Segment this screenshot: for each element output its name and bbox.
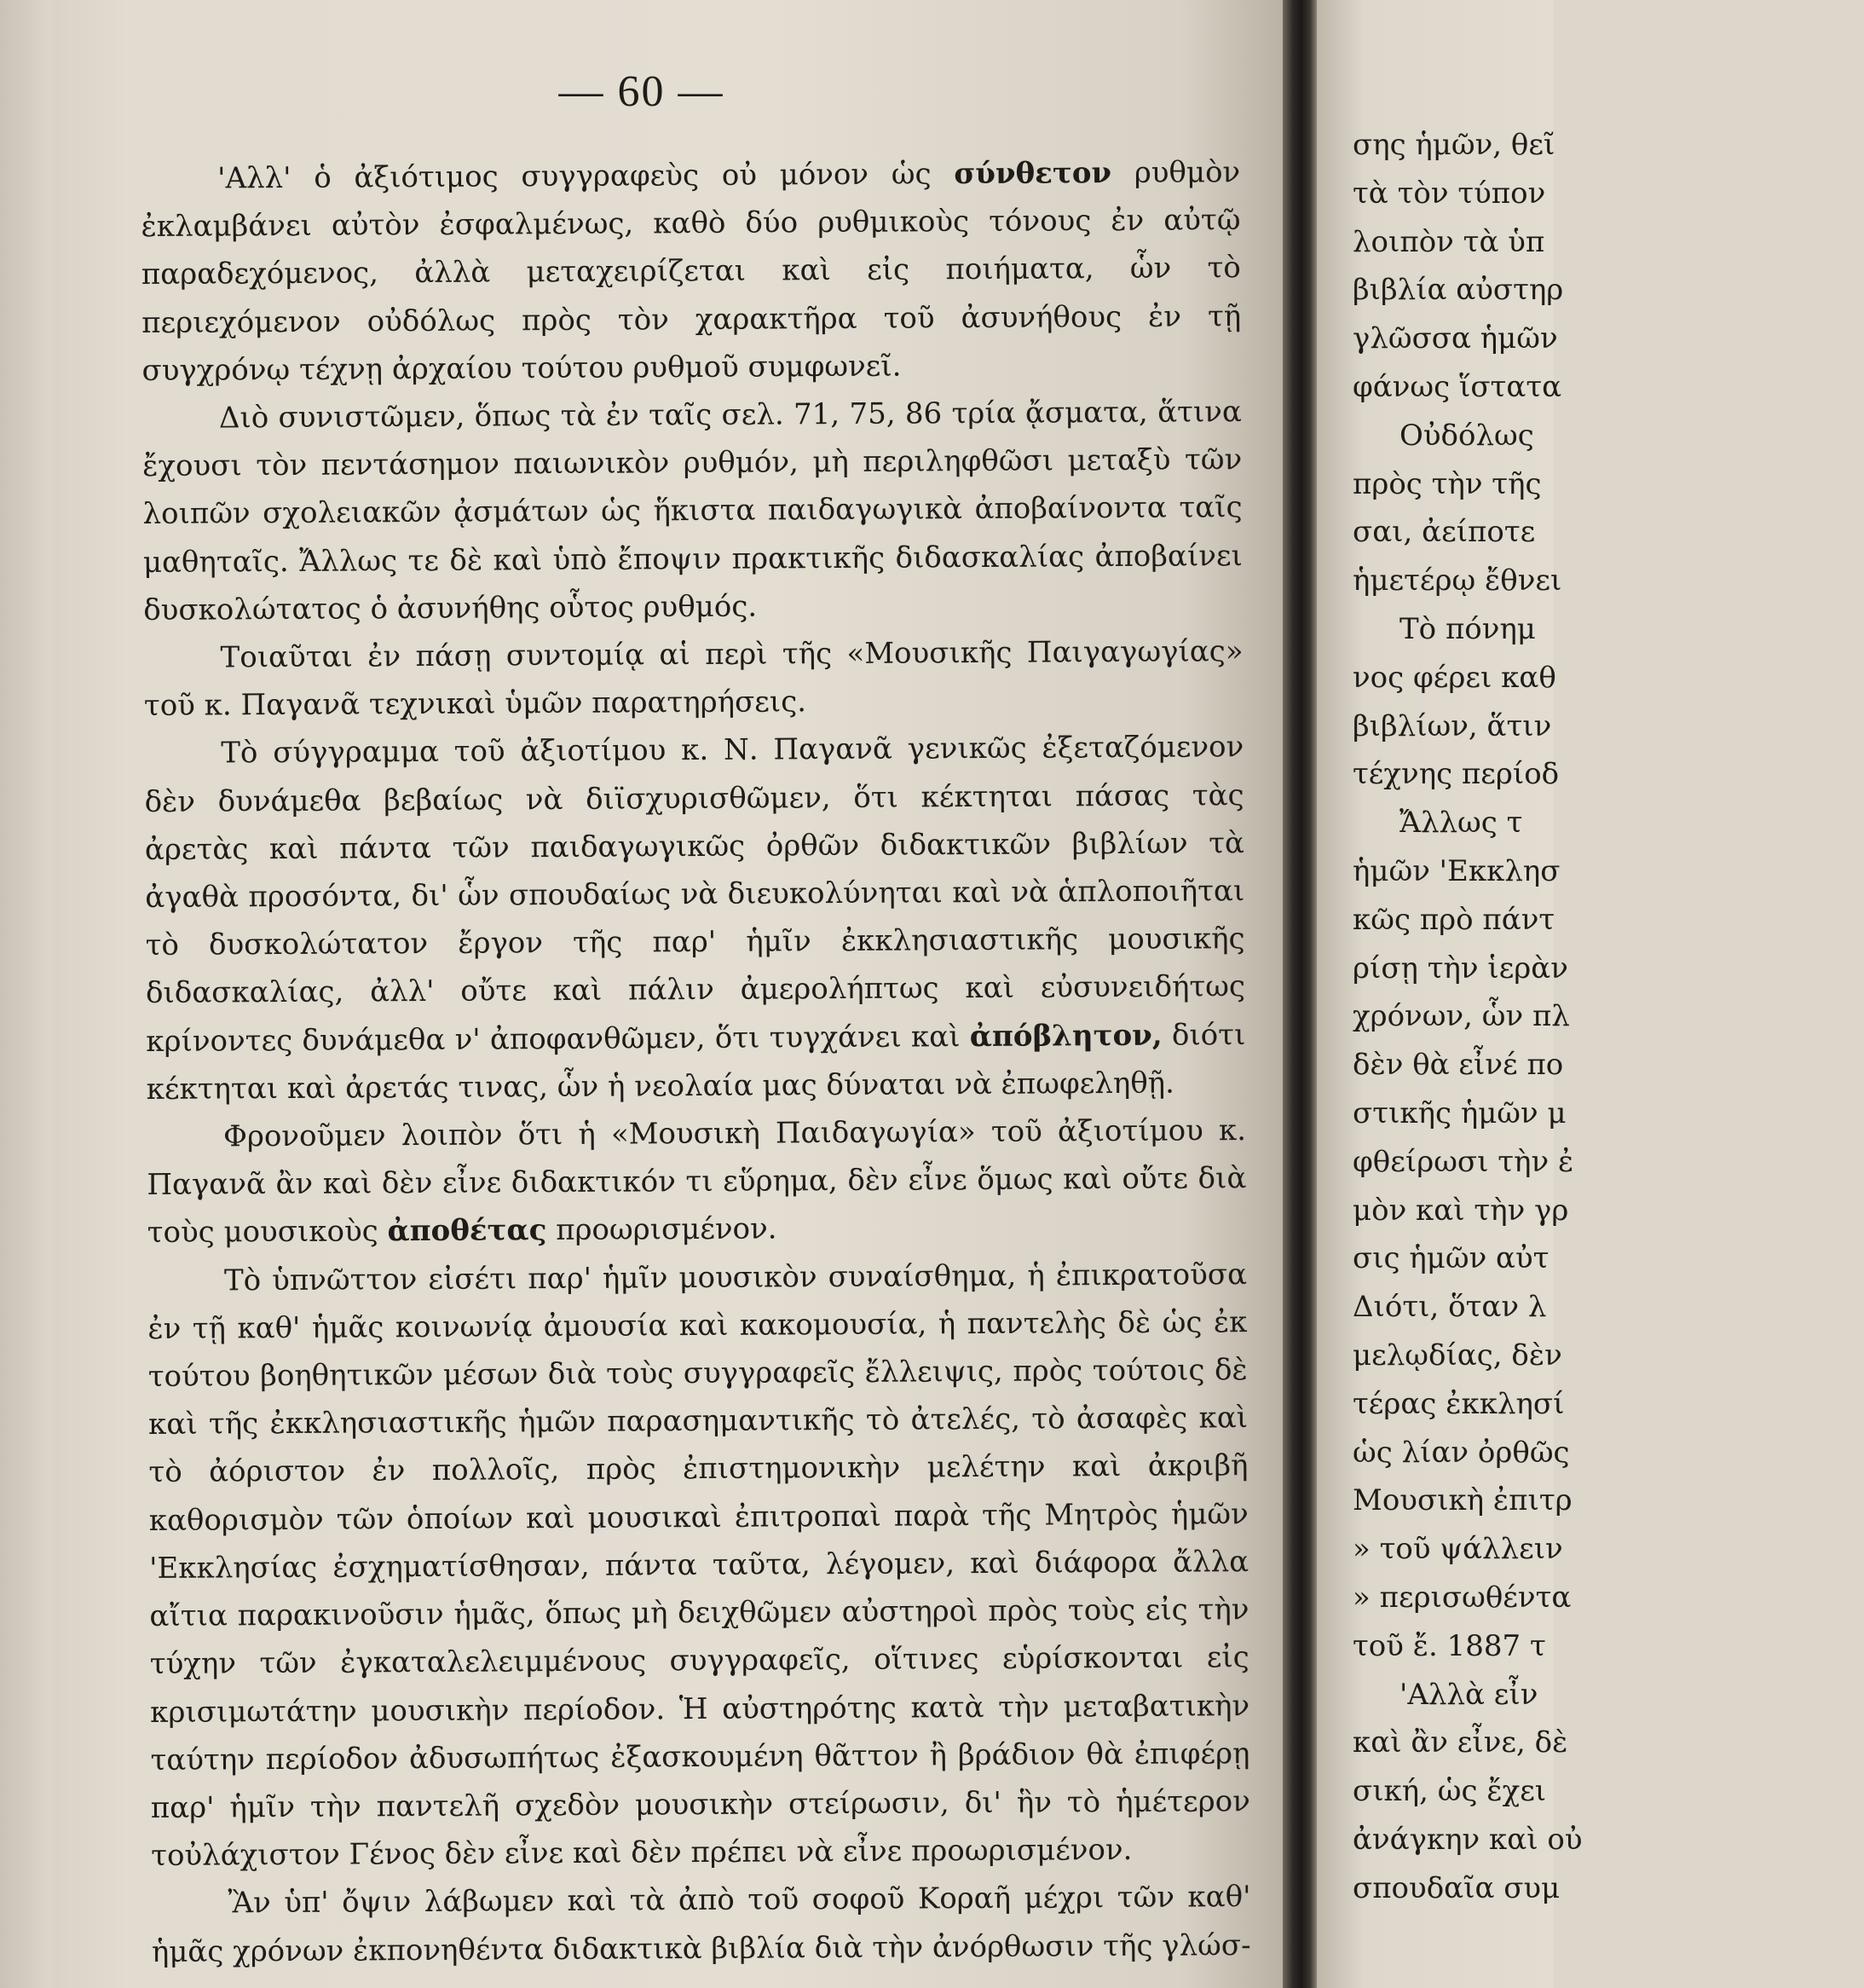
right-page-line: » τοῦ ψάλλειν	[1353, 1532, 1563, 1567]
paragraph-5	[147, 1107, 1247, 1257]
paragraph-5-text-b: προωρισμένον.	[546, 1211, 777, 1248]
paragraph-5-text-a: Φρονοῦμεν λοιπὸν ὅτι ἡ «Μουσικὴ Παιδαγωγία» τοῦ ἀξιοτίμου κ. Παγανᾶ ἂν καὶ δὲν εἶνε διδακτικόν τι εὕρημα, δὲν εἶνε ὅμως καὶ οὔτε διὰ τοὺς μουσικοὺς	[147, 1113, 1247, 1251]
right-page-line: ἡμετέρῳ ἔθνει	[1353, 563, 1562, 598]
right-page-line: φθείρωσι τὴν ἐ	[1353, 1144, 1574, 1179]
right-page-line: τέρας ἐκκλησί	[1353, 1386, 1565, 1421]
right-page-line: Τὸ πόνημ	[1399, 611, 1536, 646]
right-page-line: μελῳδίας, δὲν	[1353, 1338, 1562, 1373]
right-page-line: χρόνων, ὧν πλ	[1353, 999, 1570, 1034]
right-page-line: Ἄλλως τ	[1399, 806, 1523, 841]
paragraph-2: Διὸ συνιστῶμεν, ὅπως τὰ ἐν ταῖς σελ. 71, 75, 86 τρία ᾄσματα, ἅτινα ἔχουσι τὸν πεντάσημον παιωνικὸν ρυθμόν, μὴ περιληφθῶσι μεταξὺ τῶν λοιπῶν σχολειακῶν ᾀσμάτων ὡς ἥκιστα παιδαγωγικὰ ἀποβαίνοντα ταῖς μαθηταῖς. Ἄλλως τε δὲ καὶ ὑπὸ ἔποψιν πρακτικῆς διδασκαλίας ἀποβαίνει δυσκολώτατος ὁ ἀσυνήθης οὗτος ρυθμός.	[142, 395, 1244, 627]
right-page-line: σική, ὡς ἔχει	[1353, 1774, 1547, 1809]
paragraph-6: Τὸ ὑπνῶττον εἰσέτι παρ' ἡμῖν μουσικὸν συναίσθημα, ἡ ἐπικρατοῦσα ἐν τῇ καθ' ἡμᾶς κοινωνίᾳ ἀμουσία καὶ κακομουσία, ἡ παντελὴς δὲ ὡς ἐκ τούτου βοηθητικῶν μέσων διὰ τοὺς συγγραφεῖς ἔλλειψις, πρὸς τούτοις δὲ καὶ τῆς ἐκκλησιαστικῆς ἡμῶν παρασημαντικῆς τὸ ἀτελές, τὸ ἀσαφὲς καὶ τὸ ἀόριστον ἐν πολλοῖς, πρὸς ἐπιστημονικὴν μελέτην καὶ ἀκριβῆ καθορισμὸν τῶν ὁποίων καὶ μουσικαὶ ἐπιτροπαὶ παρὰ τῆς Μητρὸς ἡμῶν 'Εκκλησίας ἐσχηματίσθησαν, πάντα ταῦτα, λέγομεν, καὶ διάφορα ἄλλα αἴτια παρακινοῦσιν ἡμᾶς, ὅπως μὴ δειχθῶμεν αὐστηροὶ πρὸς τοὺς εἰς τὴν τύχην τῶν ἐγκαταλελειμμένους συγγραφεῖς, οἵτινες εὑρίσκονται εἰς κρισιμωτάτην μουσικὴν περίοδον. Ἡ αὐστηρότης κατὰ τὴν μεταβατικὴν ταύτην περίοδον ἀδυσωπήτως ἐξασκουμένη θᾶττον ἢ βράδιον θὰ ἐπιφέρῃ παρ' ἡμῖν τὴν παντελῆ σχεδὸν μουσικὴν στείρωσιν, δι' ἣν τὸ ἡμέτερον τοὐλάχιστον Γένος δὲν εἶνε καὶ δὲν πρέπει νὰ εἶνε προωρισμένον.	[147, 1257, 1250, 1874]
right-page-line: πρὸς τὴν τῆς	[1353, 466, 1542, 501]
right-page-line: καὶ ἂν εἶνε, δὲ	[1353, 1725, 1568, 1760]
right-page-line: Οὐδόλως	[1399, 418, 1534, 453]
right-page-line: » περισωθέντα	[1353, 1580, 1572, 1615]
right-page-line: Μουσικὴ ἐπιτρ	[1353, 1483, 1573, 1518]
right-page-line: τοῦ ἔ. 1887 τ	[1353, 1628, 1546, 1663]
paragraph-4-bold-term: ἀπόβλητον,	[969, 1018, 1163, 1054]
right-page-line: σαι, ἀείποτε	[1353, 515, 1536, 550]
paragraph-1-text-b: ρυθμὸν ἐκλαμβάνει αὐτὸν ἐσφαλμένως, καθὸ δύο ρυθμικοὺς τόνους ἐν αὐτῷ παραδεχόμενος, ἀλλὰ μεταχειρίζεται καὶ εἰς ποιήματα, ὧν τὸ περιεχόμενον οὐδόλως πρὸς τὸν χαρακτῆρα τοῦ ἀσυνήθους ἐν τῇ συγχρόνῳ τέχνῃ ἀρχαίου τούτου ρυθμοῦ συμφωνεῖ.	[141, 155, 1242, 388]
scan-edge	[0, 0, 51, 1988]
book-gutter	[1283, 0, 1317, 1988]
paragraph-4-text-a: Τὸ σύγγραμμα τοῦ ἀξιοτίμου κ. Ν. Παγανᾶ γενικῶς ἐξεταζόμενον δὲν δυνάμεθα βεβαίως νὰ διϊσχυρισθῶμεν, ὅτι κέκτηται πάσας τὰς ἀρετὰς καὶ πάντα τῶν παιδαγωγικῶς ὀρθῶν διδακτικῶν βιβλίων τὰ ἀγαθὰ προσόντα, δι' ὧν σπουδαίως νὰ διευκολύνηται καὶ νὰ ἁπλοποιῆται τὸ δυσκολώτατον ἔργον τῆς παρ' ἡμῖν ἐκκλησιαστικῆς μουσικῆς διδασκαλίας, ἀλλ' οὔτε καὶ πάλιν ἀμερολήπτως καὶ εὐσυνειδήτως κρίνοντες δυνάμεθα ν' ἀποφανθῶμεν, ὅτι τυγχάνει καὶ	[144, 730, 1246, 1059]
paragraph-5-bold-term: ἀποθέτας	[387, 1213, 547, 1249]
right-page-line: στικῆς ἡμῶν μ	[1353, 1095, 1567, 1130]
right-page-line: σις ἡμῶν αὐτ	[1353, 1241, 1549, 1276]
main-text-column	[141, 148, 1251, 1976]
right-page-line: δὲν θὰ εἶνέ πο	[1353, 1048, 1564, 1083]
right-page-text	[1353, 121, 1864, 1912]
paragraph-4-text-b: διότι κέκτηται καὶ ἀρετάς τινας, ὧν ἡ νεολαία μας δύναται νὰ ἐπωφεληθῇ.	[146, 1017, 1246, 1107]
right-page-line: ὡς λίαν ὀρθῶς	[1353, 1435, 1570, 1470]
right-page-line: ἡμῶν 'Εκκλησ	[1353, 853, 1561, 888]
right-page-line: μὸν καὶ τὴν γρ	[1353, 1193, 1569, 1228]
right-page	[1317, 0, 1583, 1988]
right-page-line: τέχνης περίοδ	[1353, 757, 1560, 792]
right-page-line: φάνως ἵστατα	[1353, 369, 1562, 404]
right-page-line: Διότι, ὅταν λ	[1353, 1290, 1547, 1325]
right-page-line: γλῶσσα ἡμῶν	[1353, 321, 1558, 356]
right-page-line: ρίσῃ τὴν ἱερὰν	[1353, 951, 1568, 985]
right-page-line: ἀνάγκην καὶ οὐ	[1353, 1822, 1583, 1857]
paragraph-1-text-a: 'Αλλ' ὁ ἀξιότιμος συγγραφεὺς οὐ μόνον ὡς	[217, 157, 955, 196]
right-page-line: βιβλίων, ἅτιν	[1353, 708, 1552, 743]
right-page-line: σης ἡμῶν, θεῖ	[1353, 128, 1555, 162]
right-page-line: λοιπὸν τὰ ὑπ	[1353, 224, 1545, 259]
paragraph-1	[141, 148, 1242, 395]
right-page-line: σπουδαῖα συμ	[1353, 1870, 1561, 1905]
page-number: — 60 —	[558, 67, 724, 116]
right-page-line: κῶς πρὸ πάντ	[1353, 902, 1555, 937]
right-page-line: βιβλία αὐστηρ	[1353, 273, 1564, 308]
right-page-line: τὰ τὸν τύπον	[1353, 176, 1546, 211]
paragraph-3: Τοιαῦται ἐν πάσῃ συντομίᾳ αἱ περὶ τῆς «Μουσικῆς Παιγαγωγίας» τοῦ κ. Παγανᾶ τεχνικαὶ ὑμῶν παρατηρήσεις.	[143, 634, 1244, 724]
paragraph-4	[144, 724, 1246, 1113]
paragraph-1-bold-term: σύνθετον	[954, 156, 1112, 192]
right-page-line: 'Αλλὰ εἶν	[1399, 1677, 1538, 1712]
paragraph-7: Ἂν ὑπ' ὄψιν λάβωμεν καὶ τὰ ἀπὸ τοῦ σοφοῦ Κοραῆ μέχρι τῶν καθ' ἡμᾶς χρόνων ἐκπονηθέντα διδακτικὰ βιβλία διὰ τὴν ἀνόρθωσιν τῆς γλώσ-	[151, 1880, 1251, 1969]
right-page-line: νος φέρει καθ	[1353, 660, 1556, 695]
